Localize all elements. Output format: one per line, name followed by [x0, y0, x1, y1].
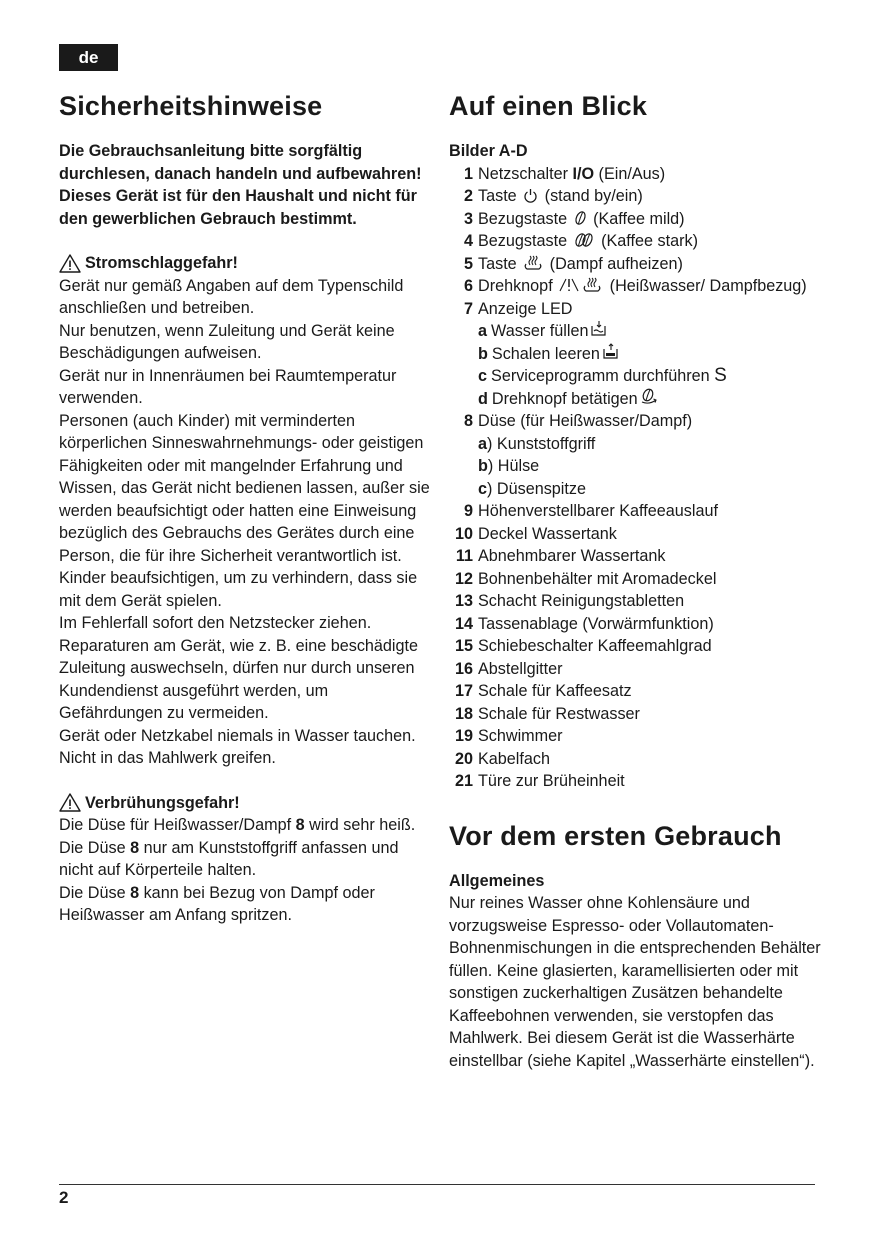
general-paragraph: Nur reines Wasser ohne Kohlensäure und vorzugsweise Espresso- oder Vollautomaten-Bohnenmischungen in die entsprechenden Behälter füllen. Keine glasierten, karamellisierten oder mit sonstigen zuckerhaltigen Zusätzen behandelte Kaffeebohnen verwenden, sie verstopfen das Mahlwerk. Bei diesem Gerät ist die Wasserhärte einstellbar (siehe Kapitel „Wasserhärte einstellen“).: [449, 894, 821, 1070]
sub-item: b Schalen leeren: [449, 343, 821, 366]
warning-triangle-icon: [59, 793, 81, 812]
scald-paragraph-1: Die Düse für Heißwasser/Dampf 8 wird sehr heiß. Die Düse 8 nur am Kunststoffgriff anfassen und nicht auf Körperteile halten.: [59, 816, 416, 879]
shock-paragraph: Nicht in das Mahlwerk greifen.: [59, 749, 276, 767]
shock-paragraph: Nur benutzen, wenn Zuleitung und Gerät keine Beschädigungen aufweisen.: [59, 321, 395, 362]
coffee-bean-strong-icon: [574, 232, 595, 248]
list-item: 13 Schacht Reinigungstabletten: [454, 592, 685, 610]
overview-column: [449, 88, 821, 1072]
sub-item: c ) Düsenspitze: [478, 479, 586, 498]
sub-item: c Serviceprogramm durchführen S: [478, 365, 727, 386]
scald-warning-heading: [59, 792, 431, 815]
list-item: 17 Schale für Kaffeesatz: [454, 682, 632, 700]
list-item: 10 Deckel Wassertank: [454, 524, 617, 543]
shock-paragraph: Gerät nur in Innenräumen bei Raumtemperatur verwenden.: [59, 366, 397, 407]
list-item: 11 Abnehmbarer Wassertank: [455, 547, 666, 565]
scald-paragraph-2: Die Düse 8 kann bei Bezug von Dampf oder Heißwasser am Anfang spritzen.: [59, 883, 375, 924]
shock-paragraph: Gerät nur gemäß Angaben auf dem Typenschild anschließen und betreiben.: [59, 276, 404, 317]
service-symbol: S: [714, 365, 727, 386]
list-item: 20 Kabelfach: [454, 749, 550, 768]
list-item: 7 Anzeige LED: [463, 299, 573, 318]
scald-warning-label: Verbrühungsgefahr!: [85, 793, 240, 812]
list-item: 18 Schale für Restwasser: [454, 704, 640, 723]
images-label: Bilder A-D: [449, 142, 528, 160]
list-item: 4 Bezugstaste (Kaffee stark): [463, 232, 698, 250]
coffee-bean-mild-icon: [574, 210, 587, 226]
list-item: 8 Düse (für Heißwasser/Dampf): [463, 412, 693, 430]
steam-icon: [523, 255, 543, 271]
list-item: 21 Türe zur Brüheinheit: [454, 772, 625, 790]
warning-triangle-icon: [59, 254, 81, 273]
parts-list: [449, 163, 821, 793]
shock-warning-heading: [59, 252, 431, 275]
general-label: Allgemeines: [449, 871, 545, 890]
safety-title: Sicherheitshinweise: [59, 91, 323, 121]
list-item: 3 Bezugstaste (Kaffee mild): [463, 209, 685, 228]
safety-column: [59, 88, 431, 927]
shock-paragraph: Im Fehlerfall sofort den Netzstecker ziehen.: [59, 614, 372, 632]
list-item: 12 Bohnenbehälter mit Aromadeckel: [454, 569, 717, 588]
shock-paragraph: Personen (auch Kinder) mit verminderten körperlichen Sinneswahrnehmungs- oder geistigen Fähigkeiten oder mit mangelnder Erfahrung und Wissen, das Gerät nicht bedienen lassen, außer sie werden beaufsichtigt oder hatten eine Einweisung bezüglich des Gebrauchs des Gerätes durch eine Person, die für ihre Sicherheit verantwortlich ist.: [59, 411, 430, 565]
sub-item: a ) Kunststoffgriff: [478, 434, 596, 453]
page-number: 2: [59, 1188, 69, 1207]
overview-title: Auf einen Blick: [449, 91, 648, 121]
shock-warning-label: Stromschlaggefahr!: [85, 254, 238, 272]
list-item: 19 Schwimmer: [454, 727, 563, 745]
footer-divider: [59, 1184, 815, 1185]
empty-trays-icon: [602, 343, 619, 359]
shock-paragraph: Reparaturen am Gerät, wie z. B. eine beschädigte Zuleitung auswechseln, dürfen nur durch unseren Kundendienst ausgeführt werden, um Gefährdungen zu vermeiden.: [59, 636, 419, 722]
language-tab: de: [59, 44, 118, 71]
intro-paragraph-2: Dieses Gerät ist für den Haushalt und nicht für den gewerblichen Gebrauch bestimmt.: [59, 187, 417, 228]
shock-paragraph: Gerät oder Netzkabel niemals in Wasser tauchen.: [59, 726, 416, 745]
sub-item: b ) Hülse: [478, 457, 540, 475]
sub-item: d Drehknopf betätigen: [449, 388, 821, 411]
list-item: 2 Taste (stand by/ein): [463, 187, 643, 205]
shock-paragraph: Kinder beaufsichtigen, um zu verhindern, dass sie mit dem Gerät spielen.: [59, 569, 418, 610]
list-item: 1 Netzschalter I/O (Ein/Aus): [463, 164, 666, 183]
hot-water-steam-icon: [559, 277, 603, 293]
sub-item: a Wasser füllen: [449, 320, 821, 343]
list-item: 9 Höhenverstellbarer Kaffeeauslauf: [463, 502, 718, 520]
list-item: 15 Schiebeschalter Kaffeemahlgrad: [454, 637, 712, 655]
first-use-title: Vor dem ersten Gebrauch: [449, 820, 782, 851]
power-icon: [523, 188, 538, 203]
list-item: 16 Abstellgitter: [454, 659, 563, 678]
intro-paragraph-1: Die Gebrauchsanleitung bitte sorgfältig durchlesen, danach handeln und aufbewahren!: [59, 142, 422, 183]
fill-water-icon: [590, 320, 607, 336]
turn-knob-icon: [640, 388, 658, 405]
list-item: 5 Taste (Dampf aufheizen): [463, 254, 683, 273]
list-item: 14 Tassenablage (Vorwärmfunktion): [454, 614, 714, 633]
list-item: 6 Drehknopf (Heißwasser/ Dampfbezug): [463, 277, 807, 295]
